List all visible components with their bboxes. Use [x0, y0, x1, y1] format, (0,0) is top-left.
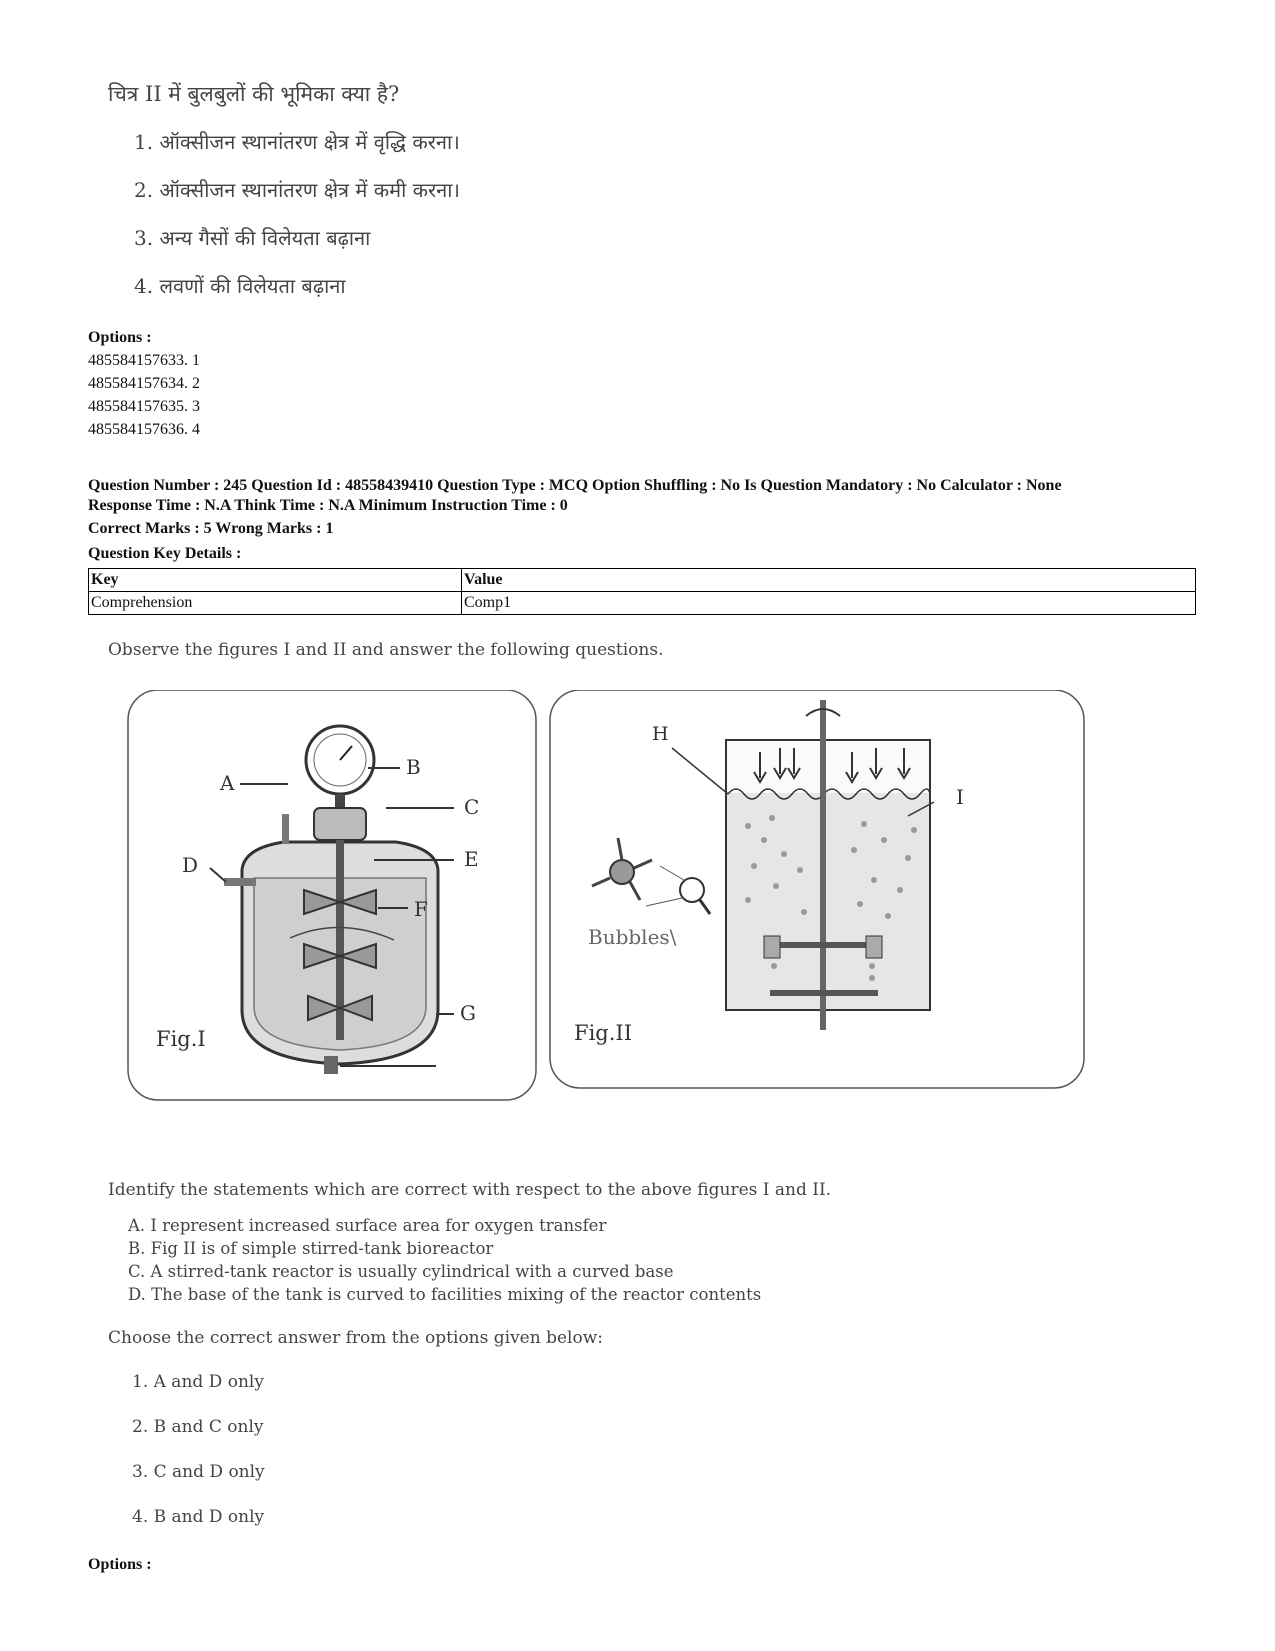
table-header-row — [89, 569, 1196, 592]
answer-choice-3: 3. C and D only — [132, 1462, 265, 1482]
fig1-label-a: A — [220, 771, 235, 795]
statement-c: C. A stirred-tank reactor is usually cylindrical with a curved base — [128, 1262, 674, 1281]
fig1-label-g: G — [460, 1001, 476, 1025]
options-label: Options : — [88, 1556, 152, 1573]
prev-options-label: Options : — [88, 329, 152, 346]
fig1-label-c: C — [464, 795, 480, 819]
question-meta — [88, 476, 1198, 516]
table-header-value: Value — [462, 569, 1196, 592]
fig1-label-f: F — [414, 897, 428, 921]
fig1-label-e: E — [464, 847, 479, 871]
fig2-bubbles-label: Bubbles\ — [588, 925, 677, 949]
prev-option-4: 485584157636. 4 — [88, 421, 200, 438]
statement-a: A. I represent increased surface area for oxygen transfer — [128, 1216, 607, 1235]
statements-list — [128, 1214, 761, 1306]
statement-b: B. Fig II is of simple stirred-tank bioreactor — [128, 1239, 494, 1258]
key-value-table — [88, 568, 1196, 615]
question-marks: Correct Marks : 5 Wrong Marks : 1 — [88, 520, 334, 537]
oxygen-molecule-icon — [610, 860, 634, 884]
fig2-label-i: I — [956, 785, 964, 809]
choose-instruction: Choose the correct answer from the options given below: — [108, 1328, 603, 1348]
figure-2 — [550, 690, 1084, 1088]
prev-options-block — [88, 326, 200, 441]
answer-choice-4: 4. B and D only — [132, 1507, 265, 1527]
table-header-key: Key — [89, 569, 462, 592]
prev-question-choices — [134, 128, 460, 320]
table-cell-value: Comp1 — [462, 592, 1196, 615]
prev-choice-1: 1. ऑक्सीजन स्थानांतरण क्षेत्र में वृद्धि करना। — [134, 130, 460, 154]
table-row — [89, 592, 1196, 615]
prev-question-text: चित्र II में बुलबुलों की भूमिका क्या है? — [108, 82, 400, 106]
figures — [124, 690, 1124, 1110]
fig1-label-b: B — [406, 755, 421, 779]
magnifier-icon — [680, 878, 704, 902]
fig1-caption: Fig.I — [156, 1027, 206, 1051]
prev-choice-2: 2. ऑक्सीजन स्थानांतरण क्षेत्र में कमी करना। — [134, 178, 461, 202]
comprehension-intro: Observe the figures I and II and answer the following questions. — [108, 640, 664, 660]
table-cell-key: Comprehension — [89, 592, 462, 615]
prev-choice-3: 3. अन्य गैसों की विलेयता बढ़ाना — [134, 226, 371, 250]
answer-choices — [132, 1372, 265, 1552]
question-meta-line1: Question Number : 245 Question Id : 48558439410 Question Type : MCQ Option Shuffling : No Is Question Mandatory : No Calculator : None — [88, 477, 1062, 494]
prev-choice-4: 4. लवणों की विलेयता बढ़ाना — [134, 274, 346, 298]
answer-choice-1: 1. A and D only — [132, 1372, 264, 1392]
figure-1 — [128, 690, 536, 1100]
fig2-label-h: H — [652, 723, 669, 745]
prev-option-2: 485584157634. 2 — [88, 375, 200, 392]
prev-option-1: 485584157633. 1 — [88, 352, 200, 369]
question-meta-line2: Response Time : N.A Think Time : N.A Minimum Instruction Time : 0 — [88, 497, 568, 514]
prev-option-3: 485584157635. 3 — [88, 398, 200, 415]
motor-head — [314, 808, 366, 840]
key-details-label: Question Key Details : — [88, 545, 242, 562]
question-stem: Identify the statements which are correct with respect to the above figures I and II. — [108, 1180, 832, 1200]
statement-d: D. The base of the tank is curved to facilities mixing of the reactor contents — [128, 1285, 762, 1304]
fig1-label-d: D — [182, 853, 199, 877]
fig2-caption: Fig.II — [574, 1021, 632, 1045]
answer-choice-2: 2. B and C only — [132, 1417, 264, 1437]
